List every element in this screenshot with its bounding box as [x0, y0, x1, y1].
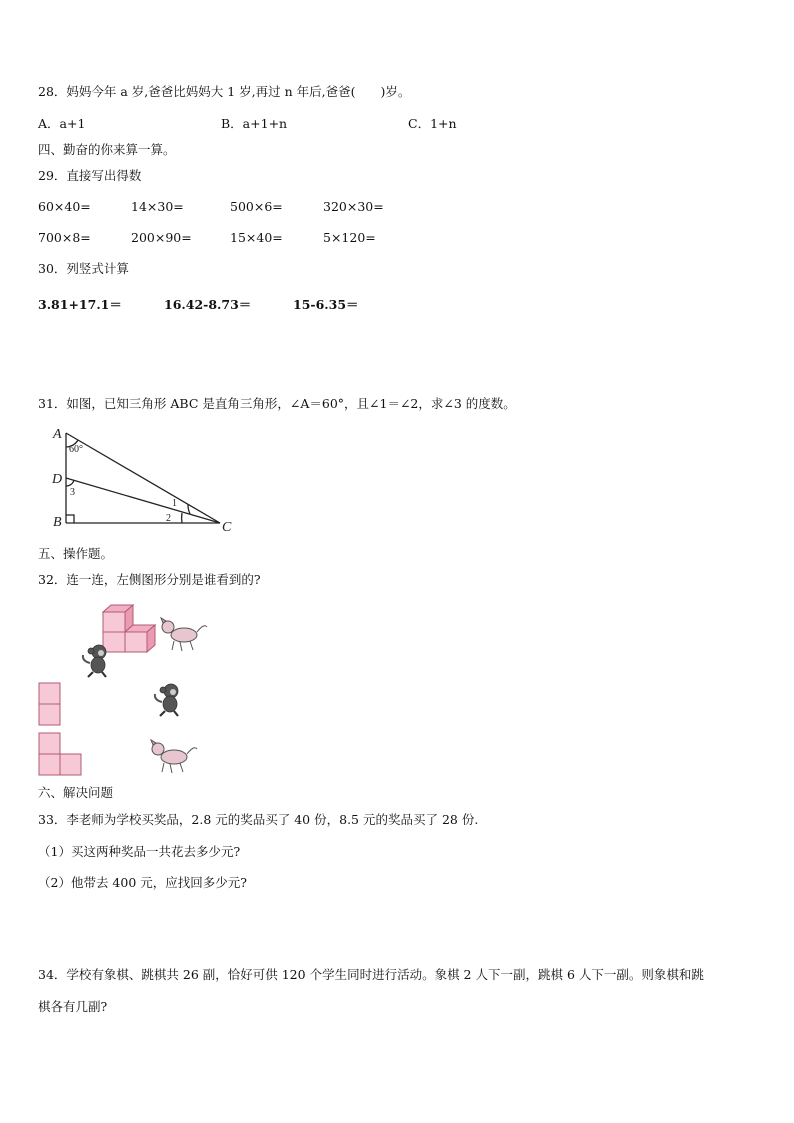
right-triangle-figure	[50, 425, 240, 535]
q30-item: 16.42-8.73＝	[164, 297, 252, 312]
q32-title: 32．连一连，左侧图形分别是谁看到的?	[38, 572, 261, 587]
angle-a-label: 60°	[69, 444, 83, 455]
front-view-figure	[38, 682, 62, 726]
angle-2-label: 2	[166, 513, 171, 524]
q29-item: 700×8=	[38, 230, 91, 245]
q29-item: 14×30=	[131, 199, 184, 214]
vertex-a-label: A	[53, 427, 62, 442]
q31-stem: 31．如图，已知三角形 ABC 是直角三角形，∠A＝60°，且∠1＝∠2，求∠3 的度数。	[38, 396, 516, 411]
vertex-b-label: B	[53, 515, 62, 530]
q34-stem-line1: 34．学校有象棋、跳棋共 26 副，恰好可供 120 个学生同时进行活动。象棋 2 人下一副，跳棋 6 人下一副。则象棋和跳	[38, 967, 704, 982]
angle-3-label: 3	[70, 487, 75, 498]
dog-icon	[150, 737, 200, 777]
q33-sub1: （1）买这两种奖品一共花去多少元?	[38, 844, 241, 859]
q30-title: 30．列竖式计算	[38, 261, 129, 276]
q33-stem: 33．李老师为学校买奖品，2.8 元的奖品买了 40 份，8.5 元的奖品买了 28 份.	[38, 812, 479, 827]
vertex-d-label: D	[52, 472, 63, 487]
q29-item: 5×120=	[323, 230, 376, 245]
section-6-heading: 六、解决问题	[38, 785, 114, 800]
q28-option-c: C．1+n	[408, 116, 457, 131]
q29-item: 15×40=	[230, 230, 283, 245]
q30-item: 15-6.35＝	[293, 297, 359, 312]
q29-item: 60×40=	[38, 199, 91, 214]
angle-1-label: 1	[172, 498, 177, 509]
side-view-figure	[38, 732, 84, 776]
q29-title: 29．直接写出得数	[38, 168, 142, 183]
section-5-heading: 五、操作题。	[38, 546, 114, 561]
q34-stem-line2: 棋各有几副?	[38, 999, 108, 1014]
vertex-c-label: C	[222, 520, 232, 535]
q33-sub2: （2）他带去 400 元，应找回多少元?	[38, 875, 247, 890]
section-4-heading: 四、勤奋的你来算一算。	[38, 142, 176, 157]
q28-option-b: B．a+1+n	[221, 116, 288, 131]
q29-item: 500×6=	[230, 199, 283, 214]
q30-item: 3.81+17.1＝	[38, 297, 122, 312]
q28-option-a: A．a+1	[38, 116, 86, 131]
q29-item: 200×90=	[131, 230, 192, 245]
monkey-icon	[152, 682, 186, 718]
q29-item: 320×30=	[323, 199, 384, 214]
q28-stem: 28．妈妈今年 a 岁,爸爸比妈妈大 1 岁,再过 n 年后,爸爸( )岁。	[38, 84, 411, 99]
monkey-icon	[80, 643, 114, 679]
dog-icon	[160, 615, 210, 655]
